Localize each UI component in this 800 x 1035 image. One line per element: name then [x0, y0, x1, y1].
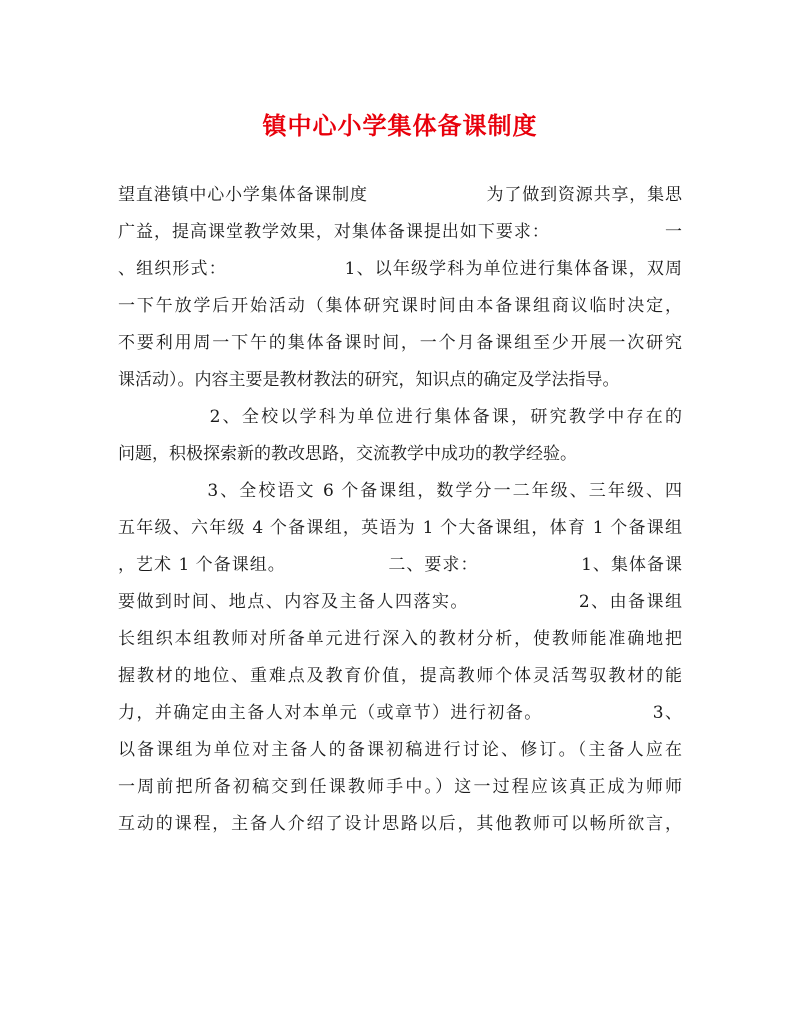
body-line-17: 一周前把所备初稿交到任课教师手中。）这一过程应该真正成为师师 — [118, 777, 682, 797]
body-line-3: 、组织形式： 1、以年级学科为单位进行集体备课，双周 — [118, 259, 682, 279]
body-line-10: 五年级、六年级 4 个备课组，英语为 1 个大备课组，体育 1 个备课组 — [118, 518, 682, 538]
body-line-6: 课活动）。内容主要是教材教法的研究，知识点的确定及学法指导。 — [118, 370, 620, 390]
body-line-14: 握教材的地位、重难点及教育价值，提高教师个体灵活驾驭教材的能 — [118, 666, 682, 686]
body-line-12: 要做到时间、地点、内容及主备人四落实。 2、由备课组 — [118, 592, 682, 612]
body-line-9: 3、全校语文 6 个备课组，数学分一二年级、三年级、四 — [118, 481, 682, 501]
body-line-7: 2、全校以学科为单位进行集体备课，研究教学中存在的 — [118, 407, 682, 427]
document-body — [118, 177, 682, 843]
document-title: 镇中心小学集体备课制度 — [262, 111, 538, 140]
body-line-2: 广益，提高课堂教学效果，对集体备课提出如下要求： 一 — [118, 222, 682, 242]
body-line-1: 望直港镇中心小学集体备课制度 为了做到资源共享，集思 — [118, 185, 682, 205]
body-line-15: 力，并确定由主备人对本单元（或章节）进行初备。 3、 — [118, 703, 682, 723]
body-line-8: 问题，积极探索新的教改思路，交流教学中成功的教学经验。 — [118, 444, 577, 464]
body-line-4: 一下午放学后开始活动（集体研究课时间由本备课组商议临时决定， — [118, 296, 682, 316]
body-line-11: ，艺术 1 个备课组。 二、要求： 1、集体备课 — [118, 555, 682, 575]
body-line-5: 不要利用周一下午的集体备课时间，一个月备课组至少开展一次研究 — [118, 333, 682, 353]
body-line-18: 互动的课程，主备人介绍了设计思路以后，其他教师可以畅所欲言， — [118, 814, 682, 834]
body-line-16: 以备课组为单位对主备人的备课初稿进行讨论、修订。（主备人应在 — [118, 740, 682, 760]
body-line-13: 长组织本组教师对所备单元进行深入的教材分析，使教师能准确地把 — [118, 629, 682, 649]
